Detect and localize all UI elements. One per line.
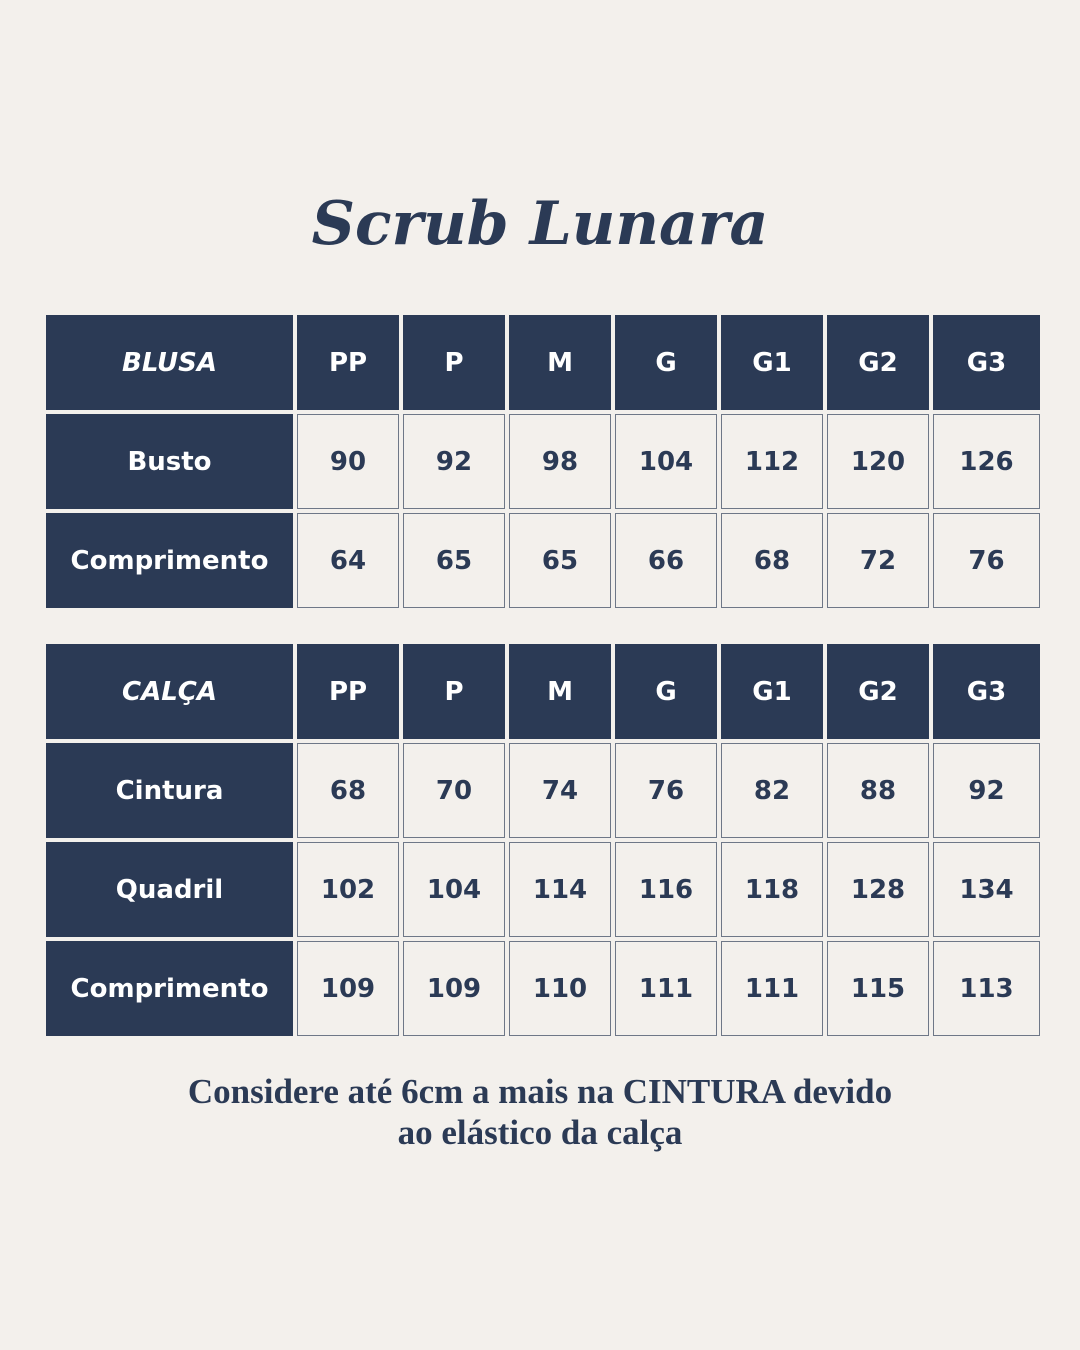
- table-cell: 111: [721, 941, 823, 1036]
- table-row: [46, 941, 1040, 1036]
- table-cell: 102: [297, 842, 399, 937]
- table-cell: 112: [721, 414, 823, 509]
- table-cell: 104: [615, 414, 717, 509]
- table-cell: 115: [827, 941, 929, 1036]
- table-cell: 109: [403, 941, 505, 1036]
- table-row: [46, 743, 1040, 838]
- row-label-busto: Busto: [46, 414, 293, 509]
- size-header-g3: G3: [933, 315, 1040, 410]
- size-header-g2: G2: [827, 644, 929, 739]
- table-title-calca: CALÇA: [46, 644, 293, 739]
- row-label-cintura: Cintura: [46, 743, 293, 838]
- table-cell: 66: [615, 513, 717, 608]
- table-cell: 92: [403, 414, 505, 509]
- note-line-2: ao elástico da calça: [397, 1113, 683, 1152]
- size-header-pp: PP: [297, 644, 399, 739]
- table-cell: 90: [297, 414, 399, 509]
- table-cell: 76: [615, 743, 717, 838]
- table-cell: 68: [297, 743, 399, 838]
- page-title: Scrub Lunara: [311, 189, 769, 259]
- table-row: [46, 842, 1040, 937]
- table-cell: 65: [509, 513, 611, 608]
- size-header-g1: G1: [721, 315, 823, 410]
- table-cell: 109: [297, 941, 399, 1036]
- size-header-m: M: [509, 315, 611, 410]
- table-cell: 104: [403, 842, 505, 937]
- calca-size-table: [42, 640, 1044, 1040]
- size-header-g: G: [615, 644, 717, 739]
- table-cell: 65: [403, 513, 505, 608]
- table-cell: 111: [615, 941, 717, 1036]
- row-label-comprimento: Comprimento: [46, 941, 293, 1036]
- table-cell: 98: [509, 414, 611, 509]
- blusa-size-table: [42, 311, 1044, 612]
- table-cell: 70: [403, 743, 505, 838]
- table-cell: 92: [933, 743, 1040, 838]
- table-header-row: [46, 315, 1040, 410]
- table-cell: 64: [297, 513, 399, 608]
- note-line-1: Considere até 6cm a mais na CINTURA devido: [187, 1072, 893, 1111]
- table-cell: 72: [827, 513, 929, 608]
- size-header-p: P: [403, 644, 505, 739]
- table-cell: 68: [721, 513, 823, 608]
- table-cell: 134: [933, 842, 1040, 937]
- size-header-g3: G3: [933, 644, 1040, 739]
- table-header-row: [46, 644, 1040, 739]
- table-cell: 88: [827, 743, 929, 838]
- row-label-quadril: Quadril: [46, 842, 293, 937]
- table-cell: 116: [615, 842, 717, 937]
- size-header-g2: G2: [827, 315, 929, 410]
- table-cell: 120: [827, 414, 929, 509]
- table-row: [46, 414, 1040, 509]
- table-cell: 74: [509, 743, 611, 838]
- waist-note: [0, 1071, 1080, 1153]
- table-cell: 126: [933, 414, 1040, 509]
- size-header-g1: G1: [721, 644, 823, 739]
- table-cell: 76: [933, 513, 1040, 608]
- size-header-g: G: [615, 315, 717, 410]
- size-header-p: P: [403, 315, 505, 410]
- table-row: [46, 513, 1040, 608]
- table-cell: 110: [509, 941, 611, 1036]
- table-cell: 114: [509, 842, 611, 937]
- size-header-m: M: [509, 644, 611, 739]
- table-title-blusa: BLUSA: [46, 315, 293, 410]
- table-cell: 113: [933, 941, 1040, 1036]
- row-label-comprimento: Comprimento: [46, 513, 293, 608]
- size-header-pp: PP: [297, 315, 399, 410]
- table-cell: 118: [721, 842, 823, 937]
- table-cell: 82: [721, 743, 823, 838]
- table-cell: 128: [827, 842, 929, 937]
